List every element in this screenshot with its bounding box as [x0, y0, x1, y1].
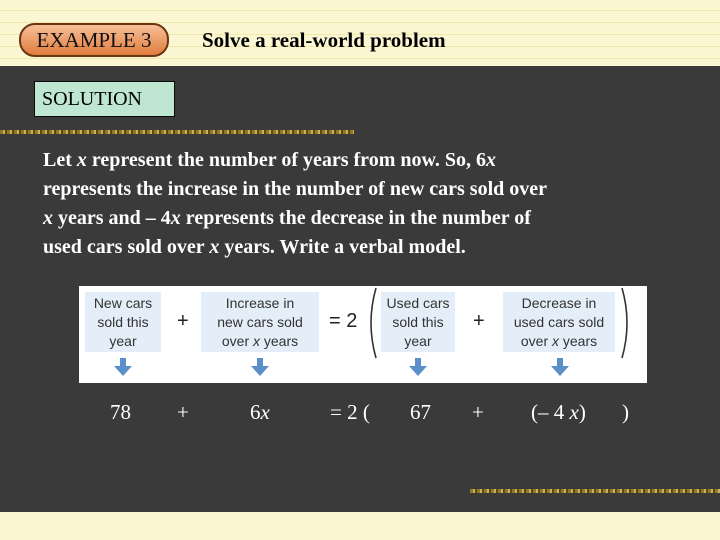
right-paren-icon	[619, 286, 633, 360]
problem-paragraph	[43, 146, 703, 262]
value-6x	[250, 400, 270, 425]
model-box-new-cars	[85, 292, 161, 352]
text: over	[520, 333, 552, 349]
variable: x	[170, 207, 181, 229]
value-close-paren: )	[622, 400, 629, 424]
band-stripe	[0, 10, 720, 11]
plus-sign: +	[177, 310, 189, 332]
text: 6	[250, 400, 261, 424]
solution-label: SOLUTION	[34, 81, 175, 117]
variable: x	[76, 149, 87, 171]
text: represent the number of years from now. So, 6	[86, 149, 486, 171]
value-67: 67	[410, 400, 431, 424]
page-title: Solve a real-world problem	[202, 28, 446, 52]
value-equals-two: = 2 (	[330, 400, 370, 424]
paragraph-line	[43, 146, 703, 175]
divider-rule	[470, 489, 720, 493]
value-plus: +	[177, 400, 189, 424]
variable: x	[552, 333, 559, 349]
left-paren-icon	[365, 286, 379, 360]
text: years and – 4	[53, 207, 171, 229]
value-minus-4x	[531, 400, 586, 425]
box-line	[503, 332, 615, 351]
text: years. Write a verbal model.	[219, 236, 466, 258]
paragraph-line	[43, 175, 703, 204]
box-line: year	[109, 333, 137, 349]
equals-two: = 2	[329, 310, 358, 332]
text: (– 4	[531, 400, 570, 424]
text: represents the decrease in the number of	[180, 207, 531, 229]
variable: x	[260, 400, 270, 424]
variable: x	[569, 400, 579, 424]
box-line: year	[404, 333, 432, 349]
variable: x	[43, 207, 53, 229]
box-line: Decrease in	[521, 295, 597, 311]
divider-rule	[0, 130, 354, 134]
box-line: Increase in	[225, 295, 295, 311]
paragraph-line	[43, 233, 703, 262]
box-line: used cars sold	[513, 314, 605, 330]
value-plus: +	[472, 400, 484, 424]
footer-band	[0, 512, 720, 540]
verbal-model	[79, 286, 647, 383]
text: used cars sold over	[43, 236, 210, 258]
example-label: EXAMPLE 3	[19, 23, 169, 57]
paragraph-line	[43, 204, 703, 233]
box-line: sold this	[392, 314, 444, 330]
box-line: sold this	[97, 314, 149, 330]
text: represents the increase in the number of new cars sold over	[43, 178, 548, 200]
plus-sign: +	[473, 310, 485, 332]
value-78: 78	[110, 400, 131, 424]
band-stripe	[0, 58, 720, 59]
box-line: Used cars	[386, 295, 450, 311]
variable: x	[485, 149, 496, 171]
model-box-increase	[201, 292, 319, 352]
variable: x	[253, 333, 260, 349]
box-line: new cars sold	[217, 314, 303, 330]
variable: x	[209, 236, 220, 258]
text: years	[260, 333, 299, 349]
text: years	[559, 333, 598, 349]
model-box-decrease	[503, 292, 615, 352]
text: over	[221, 333, 253, 349]
text: Let	[43, 149, 77, 171]
text: )	[578, 400, 586, 424]
box-line: New cars	[93, 295, 153, 311]
model-box-used-cars	[381, 292, 455, 352]
box-line	[201, 332, 319, 351]
